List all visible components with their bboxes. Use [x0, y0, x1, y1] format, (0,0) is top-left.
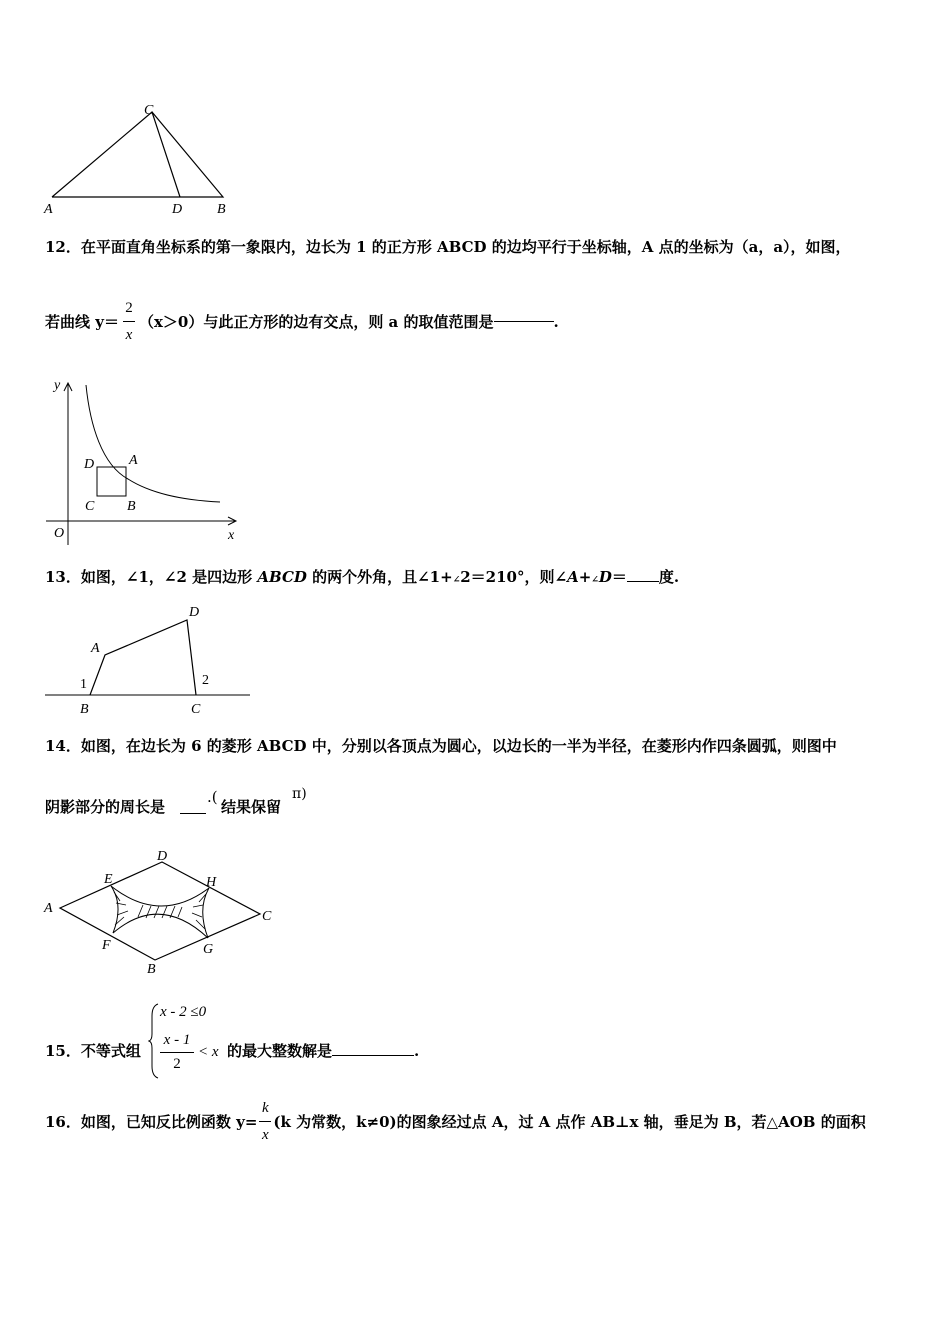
q14-pi: π)	[292, 786, 307, 802]
q15-post: 的最大整数解是	[227, 1042, 333, 1060]
inequality-1-text: x - 2 ≤0	[160, 1004, 207, 1020]
triangle-figure	[40, 100, 240, 220]
q14-line2-pre: 阴影部分的周长是	[45, 798, 166, 816]
label-c: C	[144, 103, 154, 118]
inequality-2-num: x - 1	[163, 1032, 191, 1048]
segment-cd	[152, 112, 180, 197]
label-d: D	[157, 849, 168, 864]
q13-eq: ＝	[611, 568, 627, 586]
label-d: D	[84, 457, 95, 472]
square-abcd	[97, 467, 126, 496]
q16-fraction	[259, 1098, 271, 1145]
label-g: G	[203, 942, 214, 957]
arc-c	[203, 888, 209, 938]
triangle-outline	[52, 112, 223, 197]
q13-plus: +	[578, 568, 592, 586]
label-x: x	[228, 528, 235, 543]
arc-b	[113, 914, 208, 938]
q13-mid2: 2＝210°，则∠	[460, 568, 568, 586]
fraction-bar	[123, 321, 135, 322]
q16-post: (k 为常数，k≠0)的图象经过点 A，过 A 点作 AB⊥x 轴，垂足为 B，若△AOB 的面积	[273, 1113, 866, 1131]
label-d: D	[189, 605, 200, 620]
label-a: A	[44, 202, 53, 217]
quadrilateral-figure	[40, 600, 255, 718]
q12-line1: 12．在平面直角坐标系的第一象限内，边长为 1 的正方形 ABCD 的边均平行于坐标轴，A 点的坐标为（a，a），如图，	[45, 238, 851, 256]
q12-line2	[45, 298, 559, 345]
q15-post-line	[227, 1040, 419, 1061]
q13-text	[45, 566, 679, 587]
label-angle-1: 1	[80, 677, 87, 692]
q12-fraction	[123, 298, 135, 345]
rhombus-svg	[40, 845, 285, 980]
label-o: O	[54, 526, 65, 541]
q13-a: A	[567, 568, 579, 586]
label-d: D	[172, 202, 183, 217]
arc-d	[111, 886, 209, 906]
inequality-2-fraction	[160, 1031, 194, 1074]
label-a: A	[44, 901, 53, 916]
q12-line2-post: （x＞0）与此正方形的边有交点，则 a 的取值范围是	[138, 313, 494, 331]
quadrilateral-svg	[40, 600, 255, 718]
q15-pre: 15．不等式组	[45, 1042, 141, 1060]
q16-frac-den: x	[262, 1127, 269, 1143]
label-f: F	[102, 938, 111, 953]
q12-line2-end: .	[553, 312, 559, 331]
hyperbola-svg	[40, 375, 250, 550]
rhombus-figure	[40, 845, 285, 980]
answer-blank-13[interactable]	[627, 581, 659, 582]
q14-paren: .(	[207, 788, 218, 806]
q16-frac-num: k	[262, 1100, 269, 1116]
label-b: B	[147, 962, 156, 977]
q12-frac-num: 2	[125, 300, 133, 316]
inequality-1	[160, 1004, 206, 1021]
q13-small-angle-2: ∠	[591, 575, 599, 585]
label-b: B	[217, 202, 226, 217]
brace-icon	[148, 1002, 160, 1080]
q14-line2-post: 结果保留	[221, 798, 282, 816]
q13-abcd: ABCD	[257, 568, 307, 586]
label-b: B	[80, 702, 89, 717]
label-y: y	[54, 378, 61, 393]
label-b: B	[127, 499, 136, 514]
q12-line2-pre: 若曲线 y＝	[45, 313, 119, 331]
hyperbola-figure	[40, 375, 250, 550]
triangle-svg	[40, 100, 240, 220]
q16-pre: 16．如图，已知反比例函数 y=	[45, 1113, 258, 1131]
label-e: E	[104, 872, 113, 887]
fraction-bar	[160, 1052, 194, 1053]
inequality-2-rel: < x	[198, 1044, 219, 1060]
q13-mid: 的两个外角，且∠1+	[306, 568, 453, 586]
q13-post: 度.	[658, 568, 680, 586]
label-a: A	[91, 641, 100, 656]
label-a: A	[129, 453, 138, 468]
label-c: C	[191, 702, 201, 717]
q13-small-angle: ∠	[452, 575, 461, 585]
answer-blank-12[interactable]	[494, 321, 554, 322]
quadrilateral-outline	[90, 620, 196, 695]
answer-blank-15[interactable]	[332, 1055, 414, 1056]
label-h: H	[206, 875, 217, 890]
answer-blank-14[interactable]	[180, 796, 206, 814]
q15-end: .	[414, 1042, 420, 1060]
q16-line	[45, 1098, 866, 1145]
inequality-2-den: 2	[173, 1056, 181, 1072]
label-angle-2: 2	[202, 673, 209, 688]
q13-pre: 13．如图，∠1，∠2 是四边形	[45, 568, 258, 586]
q13-d: D	[598, 568, 612, 586]
inequality-2	[160, 1031, 219, 1074]
hyperbola-curve	[86, 385, 220, 502]
q12-frac-den: x	[125, 327, 133, 343]
label-c: C	[85, 499, 95, 514]
fraction-bar	[259, 1121, 271, 1122]
rhombus-outline	[60, 862, 260, 960]
label-c: C	[262, 909, 272, 924]
q14-line1: 14．如图，在边长为 6 的菱形 ABCD 中，分别以各顶点为圆心，以边长的一半为半径，在菱形内作四条圆弧，则图中	[45, 737, 837, 755]
